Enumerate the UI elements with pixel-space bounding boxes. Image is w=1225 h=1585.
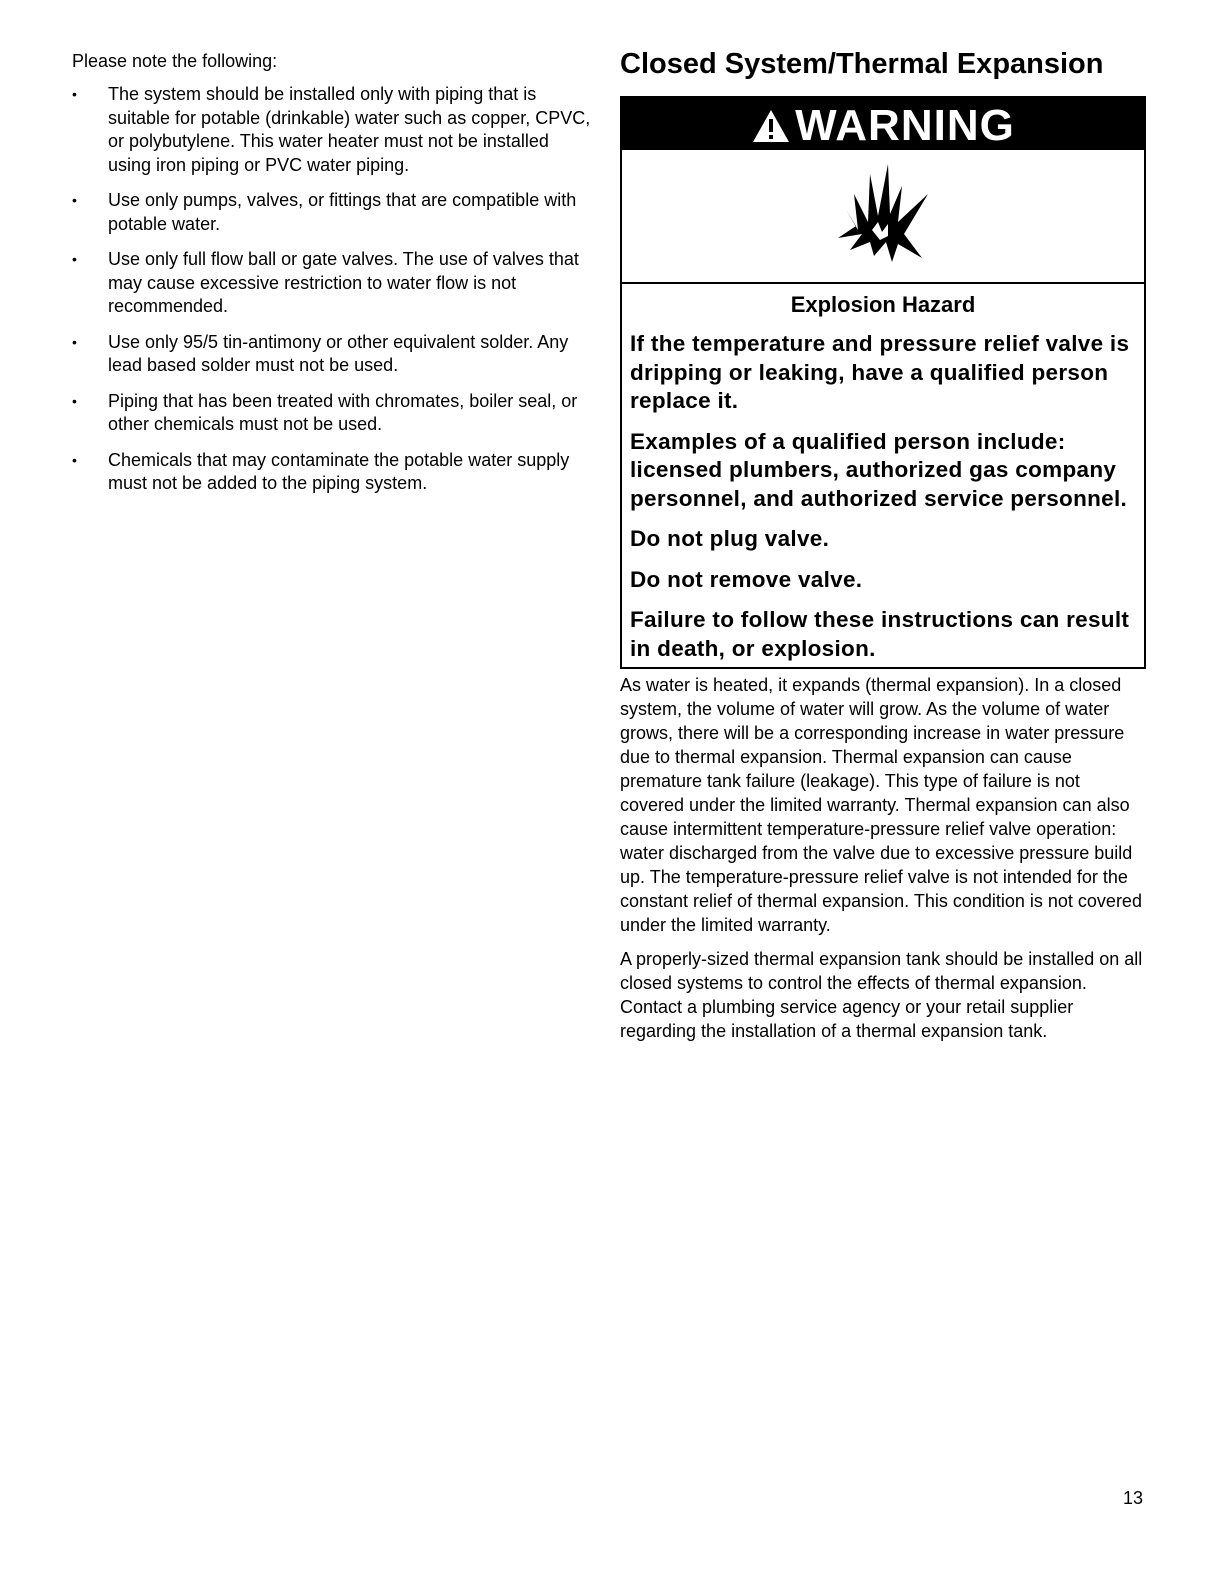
- left-column: [72, 50, 592, 508]
- hazard-title: Explosion Hazard: [790, 292, 976, 317]
- list-item: • Use only 95/5 tin-antimony or other equivalent solder. Any lead based solder must not be used.: [72, 331, 569, 375]
- list-item: • Piping that has been treated with chromates, boiler seal, or other chemicals must not be used.: [72, 390, 578, 434]
- warning-header: [622, 98, 1144, 150]
- warning-box: [620, 96, 1146, 669]
- requirements-list: [72, 83, 592, 496]
- warning-text: Examples of a qualified person include: licensed plumbers, authorized gas company personnel, and authorized service personnel.: [630, 428, 1128, 511]
- section-title: Closed System/Thermal Expansion: [620, 48, 1104, 80]
- intro-text: Please note the following:: [72, 51, 278, 71]
- bullet-icon: •: [72, 192, 77, 208]
- body-paragraph: As water is heated, it expands (thermal expansion). In a closed system, the volume of water will grow. As the volume of water grows, there will be a corresponding increase in water pressure due to thermal expansion. Thermal expansion can cause premature tank failure (leakage). This type of failure is not covered under the limited warranty. Thermal expansion can also cause intermittent temperature-pressure relief valve operation: water discharged from the valve due to excessive pressure build up. The temperature-pressure relief valve is not intended for the constant relief of thermal expansion. This condition is not covered under the limited warranty.: [620, 675, 1142, 935]
- warning-triangle-icon: [751, 108, 791, 144]
- warning-text: Do not plug valve.: [630, 526, 830, 551]
- list-item: • Use only pumps, valves, or fittings that are compatible with potable water.: [72, 190, 577, 234]
- list-item: • The system should be installed only with piping that is suitable for potable (drinkable) water such as copper, CPVC, or polybutylene. This water heater must not be installed using iron piping or PVC water piping.: [72, 84, 591, 175]
- body-paragraph: A properly-sized thermal expansion tank should be installed on all closed systems to control the effects of thermal expansion. Contact a plumbing service agency or your retail supplier regarding the installation of a thermal expansion tank.: [620, 949, 1143, 1041]
- bullet-icon: •: [72, 86, 77, 102]
- bullet-icon: •: [72, 251, 77, 267]
- bullet-icon: •: [72, 451, 77, 468]
- warning-text: Failure to follow these instructions can result in death, or explosion.: [630, 607, 1130, 661]
- list-item: • Use only full flow ball or gate valves. The use of valves that may cause excessive restriction to water flow is not recommended.: [72, 249, 579, 316]
- warning-pictogram: [622, 150, 1144, 284]
- page-number: 13: [1122, 1488, 1143, 1508]
- warning-text: Do not remove valve.: [630, 566, 863, 592]
- bullet-icon: •: [72, 333, 77, 350]
- explosion-icon: [828, 164, 932, 270]
- warning-text: If the temperature and pressure relief valve is dripping or leaking, have a qualified person replace it.: [630, 331, 1130, 413]
- list-item: • Chemicals that may contaminate the potable water supply must not be added to the piping system.: [72, 449, 570, 493]
- right-column: [620, 46, 1148, 1053]
- bullet-icon: •: [72, 392, 77, 409]
- warning-label: WARNING: [795, 101, 1015, 150]
